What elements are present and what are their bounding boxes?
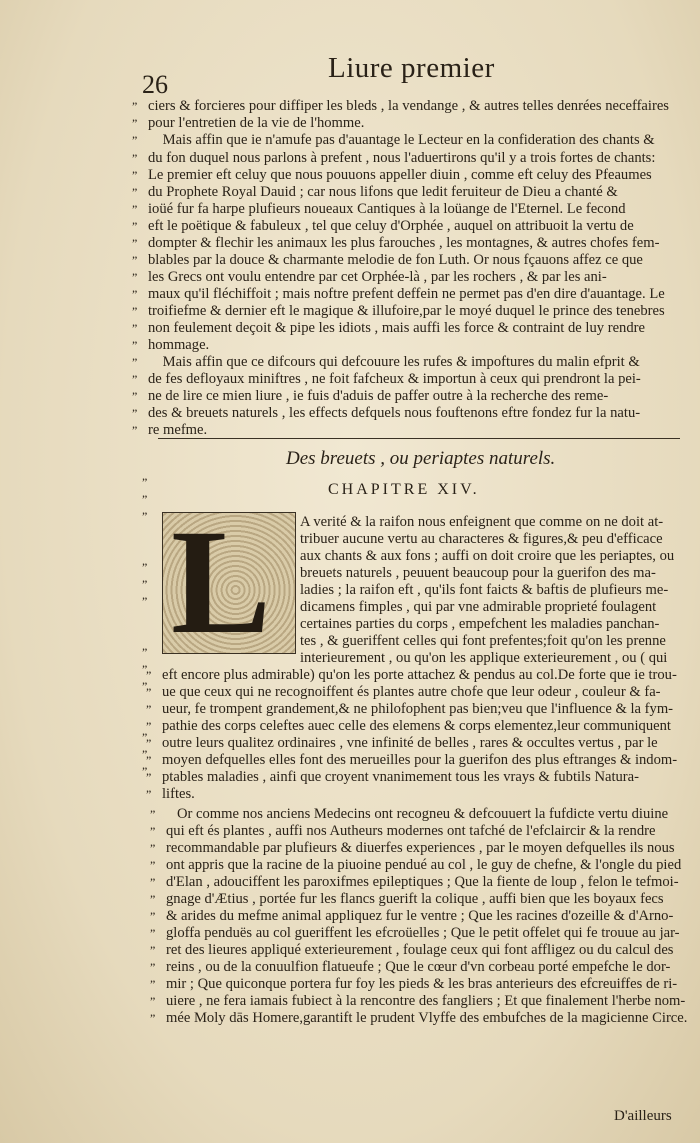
text-line: ” de fes defloyaux miniftres , ne foit fafcheux & importun à ceux qui prendront la pei- [132,371,641,387]
text-line: ” uiere , ne fera iamais fubiect à la rencontre des fangliers ; Et que finalement l'herbe nom- [150,993,686,1009]
text-line: ” gloffa penduës au col gueriffent les efcroüelles ; Que le petit offelet qui fe trouue au jar- [150,925,680,941]
text-line: ” Or comme nos anciens Medecins ont recogneu & defcouuert la fufdicte vertu diuine [150,806,669,822]
text-line: ” ptables maladies , ainfi que croyent vnanimement tous les vrays & fubtils Natura- [146,769,640,785]
text-line: ” ueur, fe trompent grandement,& ne philofophent pas bien;veu que l'influence & la fym- [146,701,674,717]
text-line: ” Mais affin que ie n'amufe pas d'auantage le Lecteur en la confideration des chants & [132,132,655,148]
text-line: ” ue que ceux qui ne recognoiffent és plantes autre chofe que leur odeur , couleur & fa- [146,684,661,700]
text-line: ” du Prophete Royal Dauid ; car nous lifons que ledit feruiteur de Dieu a chanté & [132,184,618,200]
text-line: ” eft le poëtique & fabuleux , tel que celuy d'Orphée , auquel on attribuoit la vertu de [132,218,634,234]
margin-quotes: ” ” ” ” ” ” ” ” ” ” ” ” [142,475,148,778]
text-line: ” d'Elan , adouciffent les paroxifmes epileptiques ; Que la fiente de loup , felon le tefmoi- [150,874,679,890]
text-line: ” moyen defquelles elles font des merueilles pour la guerifon des plus eftranges & indom- [146,752,678,768]
text-line: ” recommandable par plufieurs & diuerfes experiences , par le moyen defquelles ils nous [150,840,675,856]
text-line: ” dompter & flechir les animaux les plus farouches , les montagnes, & autres chofes fem- [132,235,660,251]
text-line: ” mir ; Que quiconque portera fur foy les pieds & les bras anterieurs des efcreuiffes de ri- [150,976,678,992]
text-line: ” ont appris que la racine de la piuoine pendué au col , le guy de chefne, & l'ongle du pied [150,857,682,873]
text-line: dicamens fimples , qui par vne admirable proprieté foulagent [300,599,657,615]
decorative-dropcap [162,499,296,665]
text-line: ” Le premier eft celuy que nous pouuons appeller diuin , comme eft celuy des Pfeaumes [132,167,652,183]
text-line: ” des & breuets naturels , les effects defquels nous fouftenons eftre fondez fur la natu- [132,405,641,421]
text-line: ” ioüé fur fa harpe plufieurs noueaux Cantiques à la loüange de l'Eternel. Le fecond [132,201,626,217]
text-line: ” reins , ou de la conuulfion flatueufe ; Que le cœur d'vn corbeau porté empefche le dor- [150,959,671,975]
text-line: ” re mefme. [132,422,208,438]
text-line: ” ciers & forcieres pour diffiper les bleds , la vendange , & autres telles denrées neceffaires [132,98,669,114]
text-line: ” gnage d'Ætius , portée fur les flancs guerift la colique , auffi bien que les boyaux fecs [150,891,664,907]
text-line: ” eft encore plus admirable) qu'on les porte attachez & pendus au col.De forte que ie trou- [146,667,677,683]
catchword: D'ailleurs [614,1108,672,1124]
text-line: ” troifiefme & dernier eft le magique & illufoire,par le moyé duquel le prince des tenebres [132,303,665,319]
text-line: ” pathie des corps celeftes auec celle des elemens & corps elementez,leur communiquent [146,718,671,734]
text-line: ” les Grecs ont voulu entendre par cet Orphée-là , par les rochers , & par les ani- [132,269,607,285]
text-line: tes , & gueriffent celles qui font prefentes;foit qu'on les prenne [300,633,666,649]
text-line: ” mée Moly dās Homere,garantift le prudent Vlyffe des embufches de la magicienne Circe. [150,1010,688,1026]
page-number: 26 [142,70,168,99]
text-line: ” ret des lieures appliqué exterieurement , foulage ceux qui font affligez ou du calcul des [150,942,674,958]
text-line: certaines parties du corps , empefchent les maladies panchan- [300,616,660,632]
section-title: Des breuets , ou periaptes naturels. [286,448,556,469]
text-line: ” maux qu'il fléchiffoit ; mais noftre prefent deffein ne permet pas d'en dire d'auantage. Le [132,286,665,302]
text-line: ” ne de lire ce mien liure , ie fuis d'aduis de paffer outre à la recherche des reme- [132,388,609,404]
text-line: ” outre leurs qualitez ordinaires , vne infinité de belles , rares & occultes vertus , par le [146,735,658,751]
text-line: ” non feulement deçoit & pipe les idiots , mais auffi les force & contraint de luy rendre [132,320,645,336]
dropcap-letter: L [171,499,272,665]
section-divider [158,438,680,439]
text-line: ” & arides du mefme animal appliquez fur le ventre ; Que les racines d'ozeille & d'Arno- [150,908,674,924]
text-line: interieurement , ou qu'on les applique exterieurement , ou ( qui [300,650,668,666]
text-line: ” liftes. [146,786,195,802]
text-line: tribuer aucune vertu au characteres & figures,& peu d'efficace [300,531,663,547]
text-line: ” Mais affin que ce difcours qui defcouure les rufes & impoftures du malin efprit & [132,354,640,370]
text-line: aux chants & aux fons ; auffi on doit croire que les periaptes, ou [300,548,675,564]
text-line: A verité & la raifon nous enfeignent que comme on ne doit at- [300,514,664,530]
text-line: ladies ; la raifon eft , qu'ils font faicts & baftis de plufieurs me- [300,582,669,598]
text-line: ” pour l'entretien de la vie de l'homme. [132,115,365,131]
text-line: ” du fon duquel nous parlons à prefent , nous l'aduertirons qu'il y a trois fortes de chants: [132,150,656,166]
running-title: Liure premier [328,52,495,84]
text-line: breuets naturels , peuuent beaucoup pour la guerifon des ma- [300,565,656,581]
chapter-heading: CHAPITRE XIV. [328,481,480,498]
text-line: ” blables par la douce & charmante melodie de fon Luth. Or nous fçauons affez ce que [132,252,643,268]
text-line: ” hommage. [132,337,210,353]
text-line: ” qui eft és plantes , auffi nos Autheurs modernes ont tafché de l'efclaircir & la rendre [150,823,656,839]
